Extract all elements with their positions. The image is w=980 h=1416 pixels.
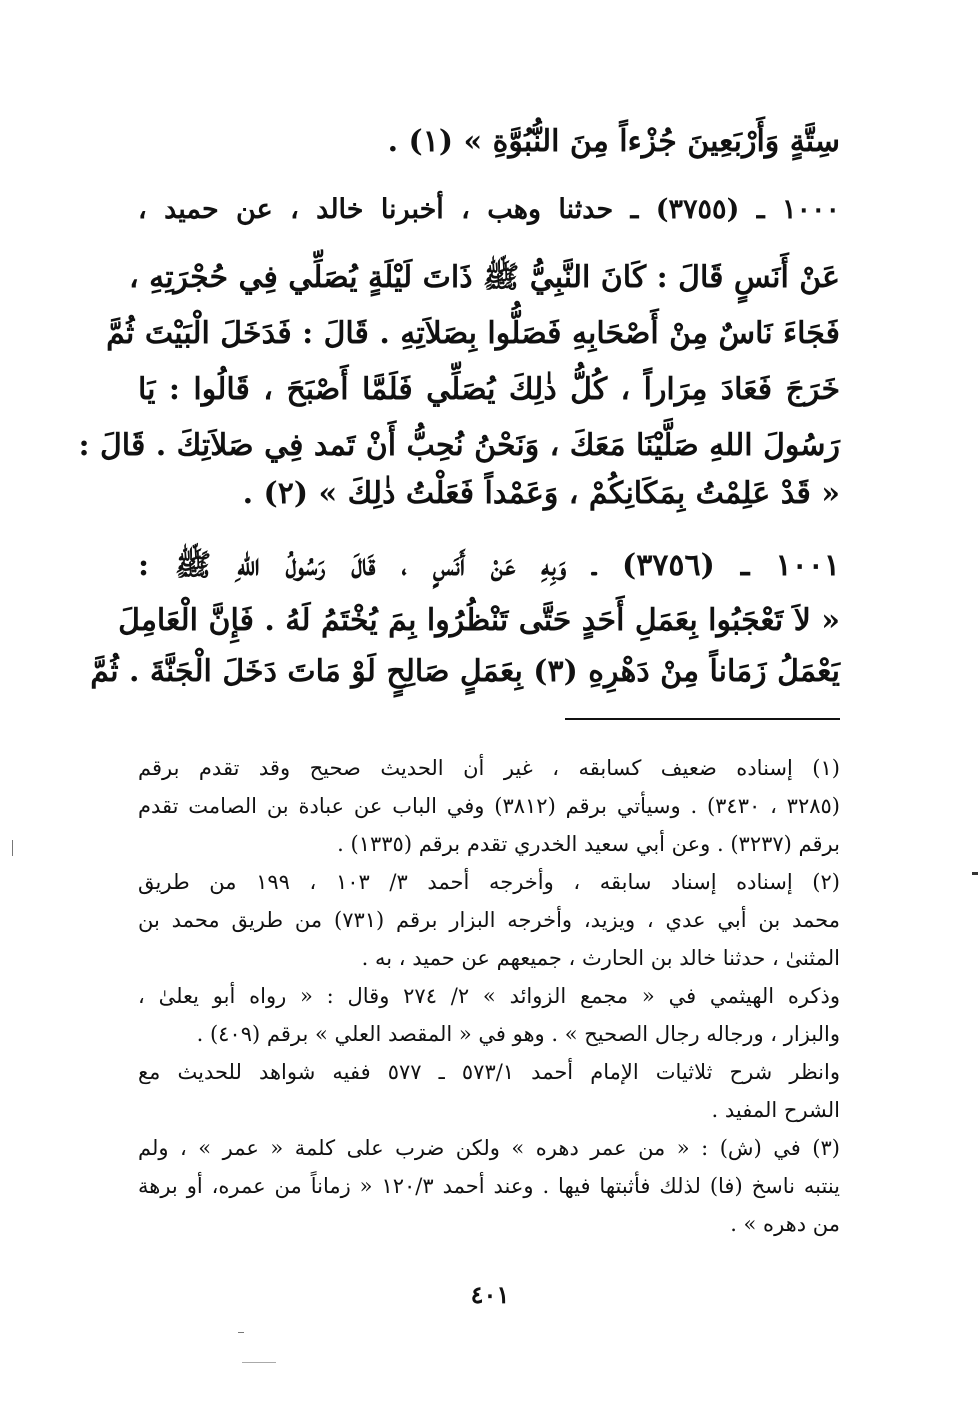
scan-mark: [238, 1332, 244, 1333]
footnote-line: ينتبه ناسخ (فا) لذلك فأثبتها فيها . وعند أحمد ١٢٠/٣ « زماناً من عمره، أو برهة: [138, 1174, 840, 1198]
footnote-line: (٣) في (ش) : « من عمر دهره » ولكن ضرب على كلمة « عمر » ، ولم: [138, 1136, 840, 1160]
footnote-line: المثنىٰ ، حدثنا خالد بن الحارث ، جميعهم عن حميد ، به .: [361, 946, 840, 970]
footnote-line: وذكره الهيثمي في « مجمع الزوائد » ٢/ ٢٧٤ وقال : « رواه أبو يعلىٰ ،: [138, 984, 840, 1008]
footnote-line: (٣٢٨٥ ، ٣٤٣٠) . وسيأتي برقم (٣٨١٢) وفي الباب عن عبادة بن الصامت تقدم: [138, 794, 840, 818]
footnote-line: والبزار ، ورجاله رجال الصحيح » . وهو في « المقصد العلي » برقم (٤٠٩) .: [196, 1022, 840, 1046]
main-text-line: فَجَاءَ نَاسٌ مِنْ أَصْحَابِهِ فَصَلُّوا بِصَلاَتِهِ . قَالَ : فَدَخَلَ الْبَيْتَ ثُمَّ: [106, 316, 840, 351]
main-text-line: خَرَجَ فَعَادَ مِرَاراً ، كُلُّ ذٰلِكَ يُصَلِّي فَلَمَّا أَصْبَحَ ، قَالُوا : يَا: [138, 372, 840, 407]
footnote-line: الشرح المفيد .: [711, 1098, 840, 1122]
hadith-heading-1000: ١٠٠٠ ـ (٣٧٥٥) ـ حدثنا وهب ، أخبرنا خالد ، عن حميد ،: [138, 194, 840, 225]
main-text-line: عَنْ أَنَسٍ قَالَ : كَانَ النَّبِيُّ ﷺ ذَاتَ لَيْلَةٍ يُصَلِّي فِي حُجْرَتِهِ ،: [128, 260, 840, 295]
footnote-line: برقم (٣٢٣٧) . وعن أبي سعيد الخدري تقدم برقم (١٣٣٥) .: [337, 832, 840, 856]
page-number: ٤٠١: [470, 1280, 510, 1309]
footnote-line: (٢) إسناده إسناد سابقه ، وأخرجه أحمد ٣/ ١٠٣ ، ١٩٩ من طريق: [138, 870, 840, 894]
footnote-line: من دهره » .: [730, 1212, 840, 1236]
footnote-line: (١) إسناده ضعيف كسابقه ، غير أن الحديث صحيح وقد تقدم برقم: [138, 756, 840, 780]
main-text-line: يَعْمَلُ زَمَاناً مِنْ دَهْرِهِ (٣) بِعَمَلٍ صَالِحٍ لَوْ مَاتَ دَخَلَ الْجَنَّةَ . ثُمَّ: [90, 654, 840, 689]
main-text-line: رَسُولَ اللهِ صَلَّيْنَا مَعَكَ ، وَنَحْنُ نُحِبُّ أَنْ تَمد فِي صَلاَتِكَ . قَالَ :: [78, 428, 840, 463]
scan-mark: [12, 840, 13, 856]
scan-mark: [972, 872, 978, 875]
main-text-line: سِتَّةٍ وَأَرْبَعِينَ جُزْءاً مِنَ النُّبُوَّةِ » (١) .: [387, 124, 840, 159]
footnote-line: محمد بن أبي عدي ، ويزيد، وأخرجه البزار برقم (٧٣١) من طريق محمد بن: [138, 908, 840, 932]
main-text-line: « لاَ تَعْجَبُوا بِعَمَلِ أَحَدٍ حَتَّى تَنْظُرُوا بِمَ يُخْتَمُ لَهُ . فَإِنَّ الْعَامِلَ: [118, 603, 840, 638]
main-text-line: « قَدْ عَلِمْتُ بِمَكَانِكُمْ ، وَعَمْداً فَعَلْتُ ذٰلِكَ » (٢) .: [242, 476, 840, 511]
scan-mark: [242, 1362, 276, 1363]
footnote-line: وانظر شرح ثلاثيات الإمام أحمد ٥٧٣/١ ـ ٥٧٧ ففيه شواهد للحديث مع: [138, 1060, 840, 1084]
footnote-separator: [565, 718, 840, 720]
hadith-heading-1001: ١٠٠١ ـ (٣٧٥٦) ـ وَبِهِ عَنْ أَنَسٍ ، قَالَ رَسُولُ اللهِ ﷺ :: [138, 548, 840, 583]
